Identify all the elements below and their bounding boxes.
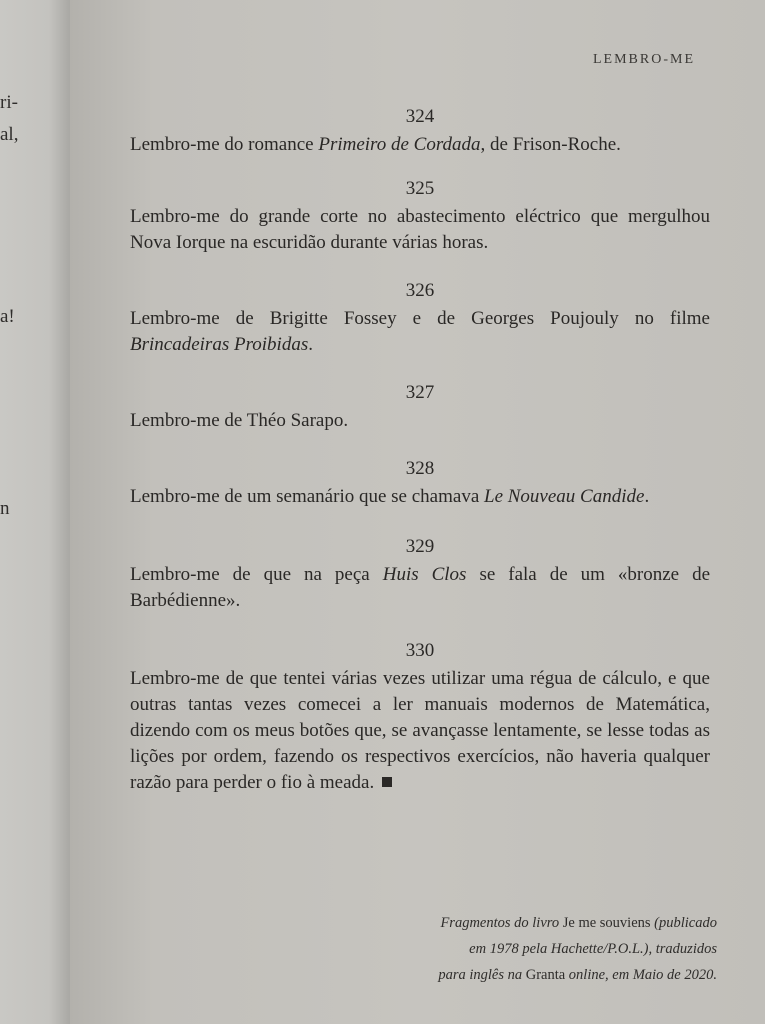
entry-text: Lembro-me do romance Primeiro de Cordada, de Frison-Roche. — [130, 134, 621, 155]
entry-330 — [130, 638, 710, 796]
entry-number: 325 — [405, 178, 435, 199]
footnote-line: para inglês na Granta online, em Maio de 2020. — [438, 967, 717, 983]
running-header: LEMBRO-ME — [593, 52, 695, 67]
entry-text: Lembro-me de um semanário que se chamava Le Nouveau Candide. — [130, 486, 650, 507]
entry-number: 330 — [405, 640, 435, 661]
footnote-line: Fragmentos do livro Je me souviens (publicado — [440, 915, 717, 931]
entry-number: 329 — [405, 536, 435, 557]
entry-text: Lembro-me de que tentei várias vezes utilizar uma régua de cálculo, e que outras tantas vezes comecei a ler manuais modernos de Matemática, dizendo com os meus botões que, se avançasse lentamente, se lesse todas as lições por ordem, fazendo os respectivos exercícios, não haveria qualquer razão para perder o fio à meada. — [130, 668, 710, 793]
entry-327 — [130, 380, 710, 434]
entry-text: Lembro-me do grande corte no abastecimento eléctrico que mergulhou Nova Iorque na escuridão durante várias horas. — [130, 206, 710, 253]
entry-text: Lembro-me de Brigitte Fossey e de Georges Poujouly no filme Brincadeiras Proibidas. — [130, 308, 710, 355]
left-page-margin — [0, 0, 70, 1024]
entry-324 — [130, 104, 710, 158]
end-square-icon — [382, 777, 392, 787]
left-page-fragment: n — [0, 498, 10, 519]
entry-329 — [130, 534, 710, 614]
entry-text: Lembro-me de que na peça Huis Clos se fala de um «bronze de Barbédienne». — [130, 564, 710, 611]
left-page-fragment: ri- — [0, 92, 18, 113]
entry-number: 324 — [405, 106, 435, 127]
entry-number: 326 — [405, 280, 435, 301]
entry-number: 328 — [405, 458, 435, 479]
entry-326 — [130, 278, 710, 358]
entry-328 — [130, 456, 710, 510]
left-page-fragment: a! — [0, 306, 15, 327]
footnote-line: em 1978 pela Hachette/P.O.L.), traduzidos — [469, 941, 717, 957]
book-page — [70, 0, 765, 1024]
entry-325 — [130, 176, 710, 256]
left-page-fragment: al, — [0, 124, 19, 145]
entry-text: Lembro-me de Théo Sarapo. — [130, 410, 349, 431]
entry-number: 327 — [405, 382, 435, 403]
source-footnote — [297, 910, 717, 988]
